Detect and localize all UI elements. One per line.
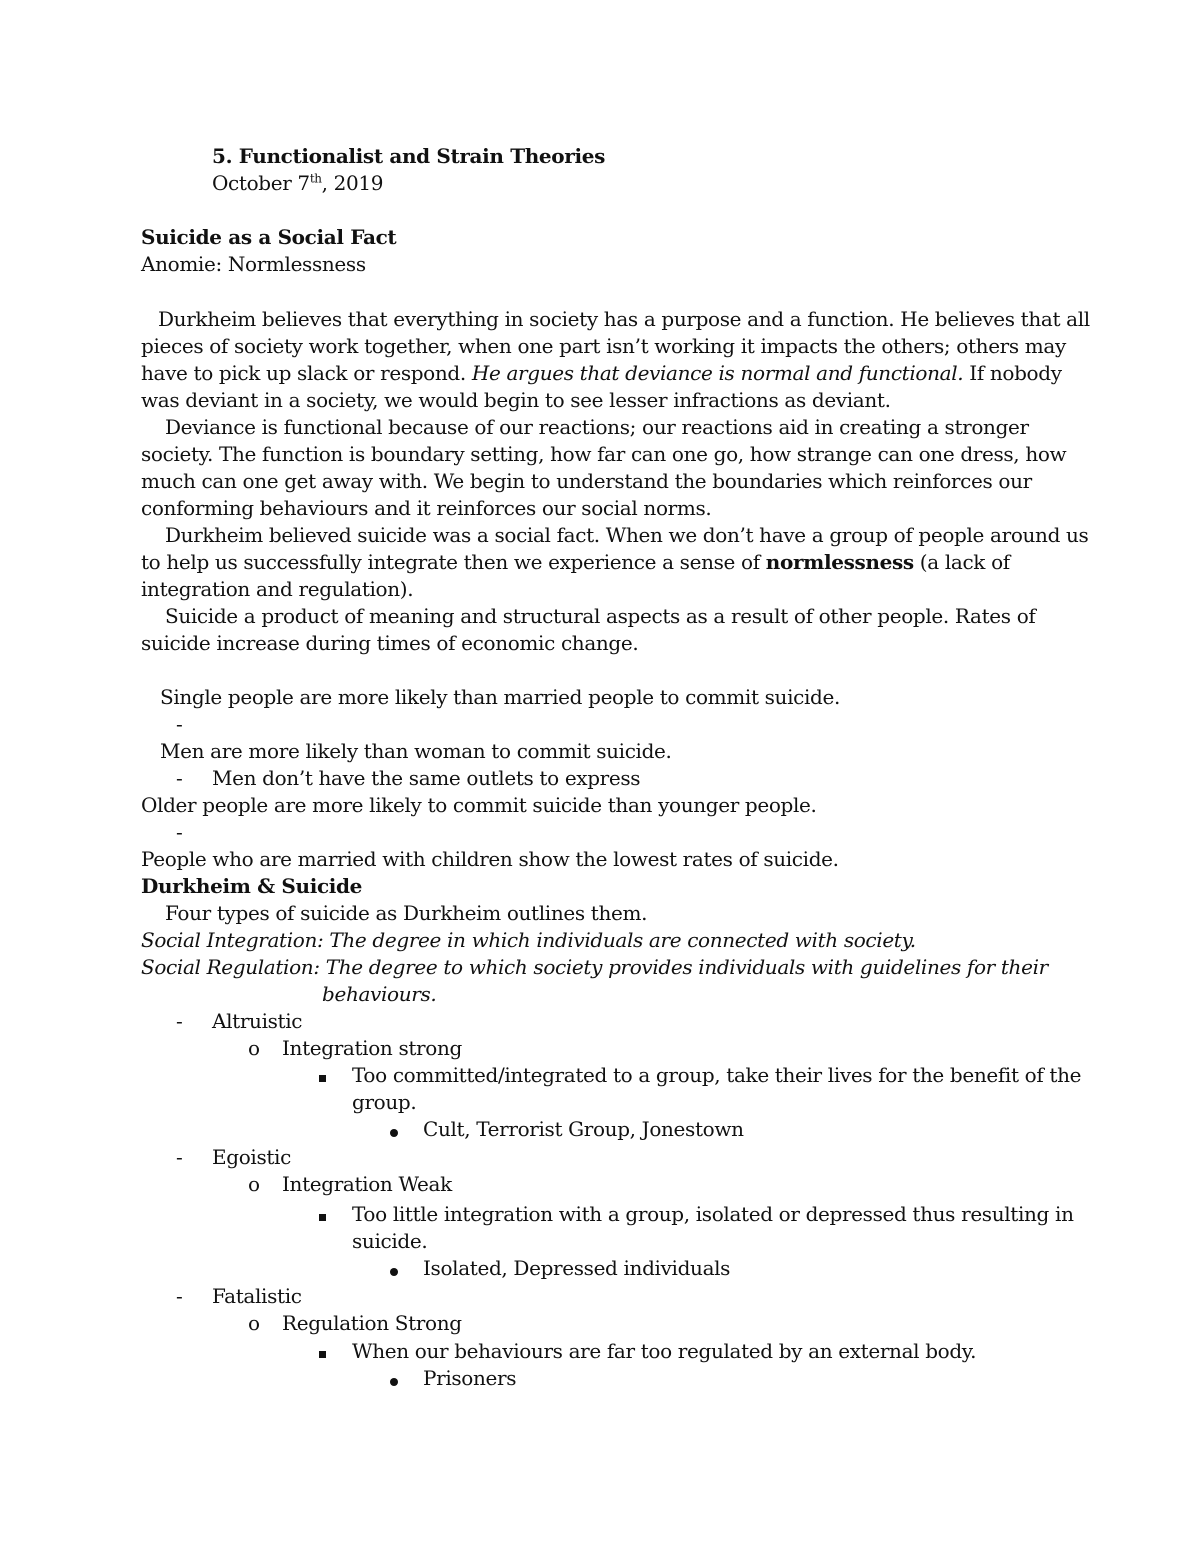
square-bullet [319, 1338, 326, 1365]
altruistic-example: Cult, Terrorist Group, Jonestown [423, 1117, 744, 1141]
document-date [212, 170, 383, 197]
date-ordinal: th [309, 171, 322, 186]
paragraph-1-line-2: pieces of society work together, when one part isn’t working it impacts the others; others may [141, 334, 1066, 358]
dot-bullet [390, 1117, 398, 1144]
fact-married-children: People who are married with children show the lowest rates of suicide. [141, 847, 839, 871]
paragraph-3-line-2 [141, 549, 1010, 576]
definition-social-regulation-line-2: behaviours. [322, 982, 437, 1006]
paragraph-4-line-2: suicide increase during times of economic change. [141, 631, 639, 655]
fact-older-people: Older people are more likely to commit suicide than younger people. [141, 793, 817, 817]
circle-bullet: o [248, 1036, 260, 1060]
text-run: (a lack of [913, 550, 1010, 574]
fatalistic-level: Regulation Strong [282, 1311, 462, 1335]
altruistic-description-line-1: Too committed/integrated to a group, take their lives for the benefit of the [352, 1063, 1082, 1087]
paragraph-3-line-1: Durkheim believed suicide was a social fact. When we don’t have a group of people around us [165, 523, 1089, 547]
egoistic-description-line-1: Too little integration with a group, isolated or depressed thus resulting in [352, 1202, 1074, 1226]
paragraph-2-line-3: much can one get away with. We begin to understand the boundaries which reinforces our [141, 469, 1032, 493]
fatalistic-example: Prisoners [423, 1366, 517, 1390]
type-fatalistic: Fatalistic [212, 1284, 302, 1308]
document-title: 5. Functionalist and Strain Theories [212, 144, 606, 168]
section-intro: Four types of suicide as Durkheim outlines them. [165, 901, 648, 925]
paragraph-1-line-1: Durkheim believes that everything in society has a purpose and a function. He believes that all [158, 307, 1090, 331]
fact-men: Men are more likely than woman to commit suicide. [160, 739, 672, 763]
egoistic-level: Integration Weak [282, 1172, 452, 1196]
altruistic-description-line-2: group. [352, 1090, 417, 1114]
egoistic-description-line-2: suicide. [352, 1229, 428, 1253]
dash-marker: - [176, 712, 183, 736]
section-heading-durkheim-suicide: Durkheim & Suicide [141, 874, 363, 898]
square-bullet-icon [319, 1075, 326, 1082]
definition-social-regulation-line-1: Social Regulation: The degree to which society provides individuals with guidelines for their [141, 955, 1048, 979]
dot-bullet-icon [390, 1268, 398, 1276]
date-prefix: October 7 [212, 171, 310, 195]
emphasis-deviance-functional: He argues that deviance is normal and functional. [471, 361, 964, 385]
egoistic-example: Isolated, Depressed individuals [423, 1256, 731, 1280]
paragraph-2-line-1: Deviance is functional because of our reactions; our reactions aid in creating a stronger [165, 415, 1029, 439]
dot-bullet-icon [390, 1129, 398, 1137]
square-bullet [319, 1201, 326, 1228]
paragraph-1-line-3 [141, 360, 1062, 387]
circle-bullet: o [248, 1311, 260, 1335]
altruistic-level: Integration strong [282, 1036, 462, 1060]
section-heading-social-fact: Suicide as a Social Fact [141, 225, 397, 249]
dash-marker: - [176, 1009, 183, 1033]
paragraph-1-line-4: was deviant in a society, we would begin to see lesser infractions as deviant. [141, 388, 891, 412]
text-run: If nobody [963, 361, 1062, 385]
term-normlessness: normlessness [765, 550, 914, 574]
definition-social-integration: Social Integration: The degree in which individuals are connected with society. [141, 928, 916, 952]
text-run: to help us successfully integrate then we experience a sense of [141, 550, 766, 574]
date-suffix: , 2019 [321, 171, 384, 195]
fatalistic-description: When our behaviours are far too regulated by an external body. [352, 1339, 977, 1363]
fact-men-detail: Men don’t have the same outlets to express [212, 766, 641, 790]
square-bullet-icon [319, 1214, 326, 1221]
type-altruistic: Altruistic [212, 1009, 303, 1033]
dash-marker: - [176, 820, 183, 844]
square-bullet [319, 1062, 326, 1089]
circle-bullet: o [248, 1172, 260, 1196]
paragraph-4-line-1: Suicide a product of meaning and structural aspects as a result of other people. Rates of [165, 604, 1036, 628]
dot-bullet [390, 1366, 398, 1393]
type-egoistic: Egoistic [212, 1145, 291, 1169]
paragraph-2-line-4: conforming behaviours and it reinforces our social norms. [141, 496, 712, 520]
dash-marker: - [176, 766, 183, 790]
square-bullet-icon [319, 1351, 326, 1358]
fact-single-people: Single people are more likely than married people to commit suicide. [160, 685, 840, 709]
paragraph-3-line-3: integration and regulation). [141, 577, 414, 601]
section-subheading-anomie: Anomie: Normlessness [141, 252, 366, 276]
dot-bullet-icon [390, 1378, 398, 1386]
text-run: have to pick up slack or respond. [141, 361, 472, 385]
dash-marker: - [176, 1284, 183, 1308]
dot-bullet [390, 1256, 398, 1283]
paragraph-2-line-2: society. The function is boundary setting, how far can one go, how strange can one dress, how [141, 442, 1067, 466]
dash-marker: - [176, 1145, 183, 1169]
